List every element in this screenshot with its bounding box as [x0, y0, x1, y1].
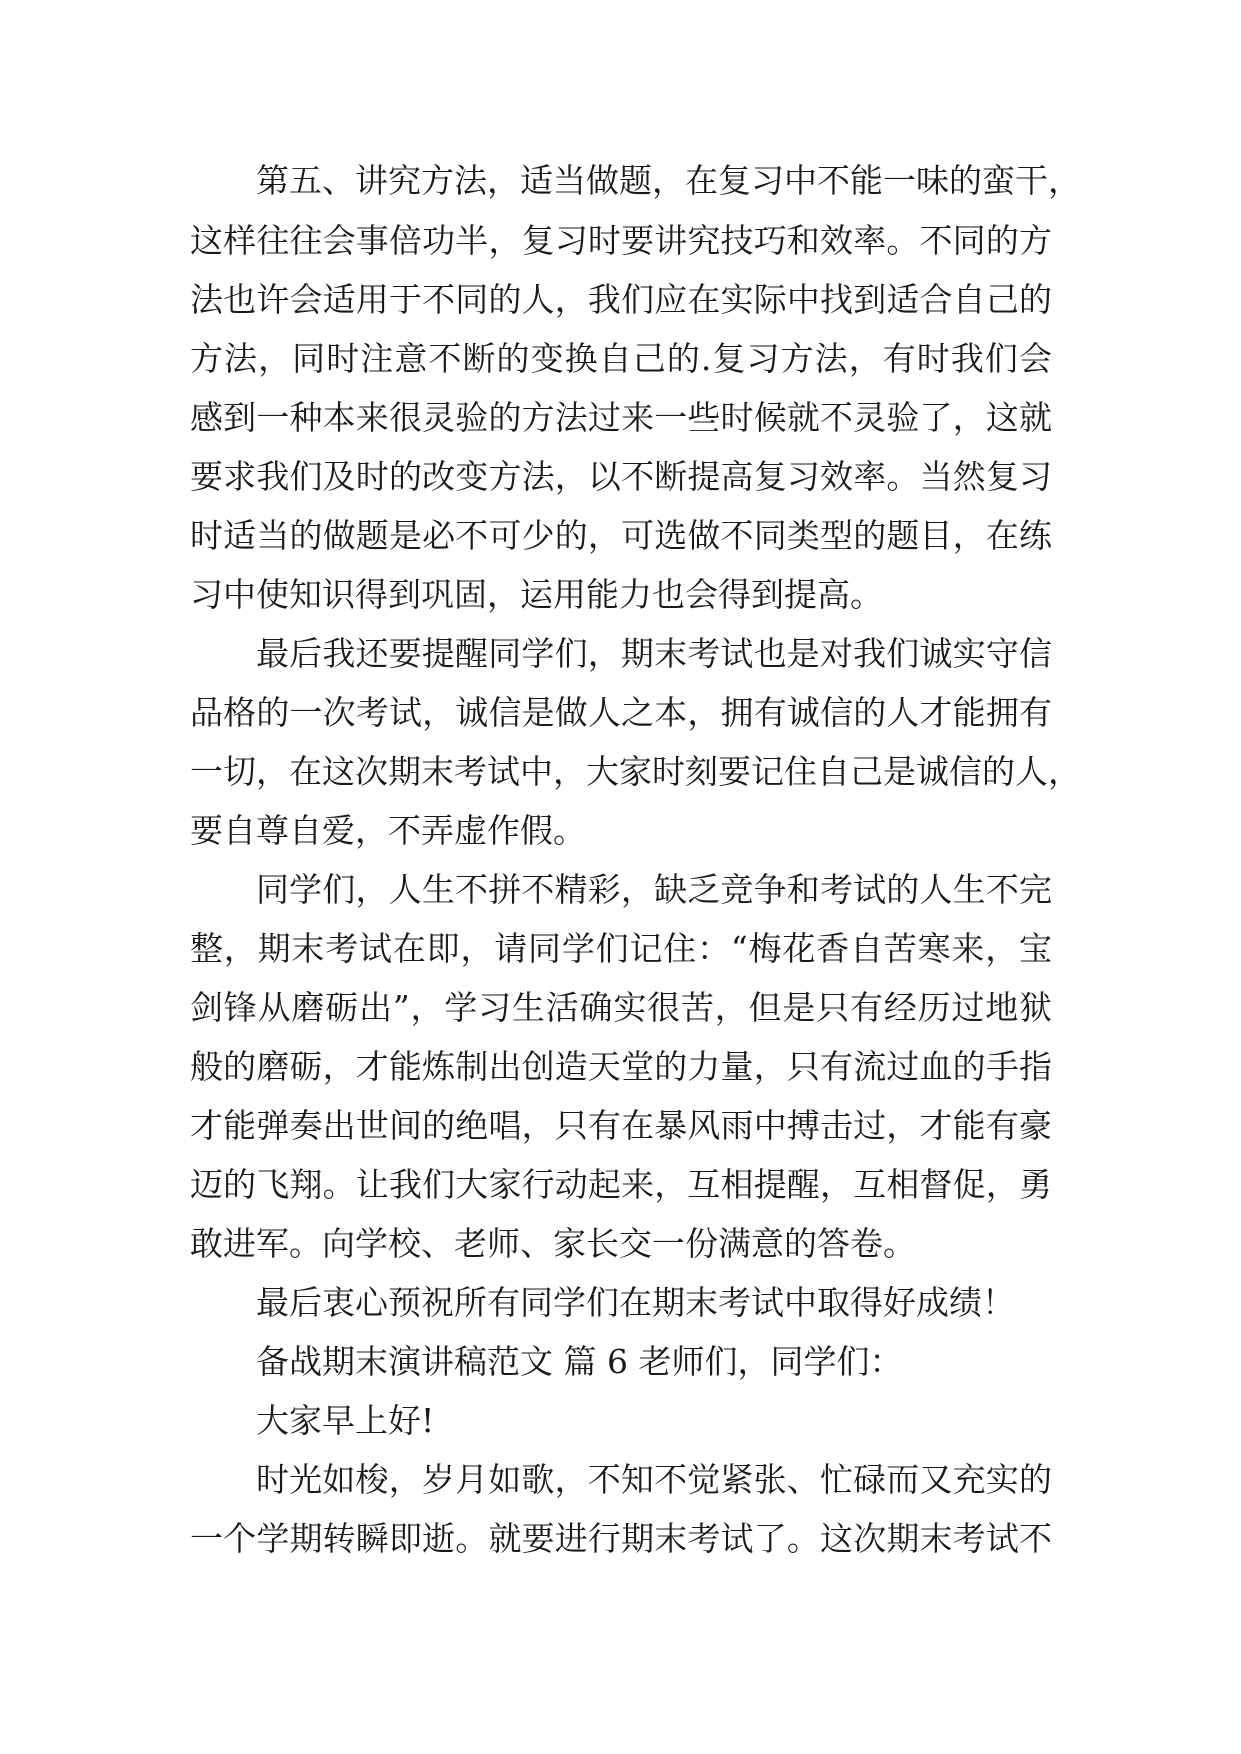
text-line: 要求我们及时的改变方法，以不断提高复习效率。当然复习	[190, 457, 1052, 496]
text-line: 第五、讲究方法，适当做题，在复习中不能一味的蛮干，	[256, 161, 1081, 200]
text-line: 习中使知识得到巩固，运用能力也会得到提高。	[190, 575, 883, 614]
text-line: 感到一种本来很灵验的方法过来一些时候就不灵验了，这就	[190, 398, 1052, 437]
text-line: 一个学期转瞬即逝。就要进行期末考试了。这次期末考试不	[190, 1519, 1052, 1558]
text-line: 时适当的做题是必不可少的，可选做不同类型的题目，在练	[190, 516, 1052, 555]
text-line: 品格的一次考试，诚信是做人之本，拥有诚信的人才能拥有	[190, 693, 1052, 732]
text-line: 方法，同时注意不断的变换自己的.复习方法，有时我们会	[190, 339, 1052, 378]
text-line: 一切，在这次期末考试中，大家时刻要记住自己是诚信的人，	[190, 752, 1081, 791]
text-line: 同学们，人生不拼不精彩，缺乏竞争和考试的人生不完	[256, 870, 1052, 909]
text-line: 整，期末考试在即，请同学们记住：“梅花香自苦寒来，宝	[190, 929, 1052, 968]
text-line: 剑锋从磨砺出”，学习生活确实很苦，但是只有经历过地狱	[190, 988, 1052, 1027]
text-line: 才能弹奏出世间的绝唱，只有在暴风雨中搏击过，才能有豪	[190, 1106, 1052, 1145]
text-line: 般的磨砺，才能炼制出创造天堂的力量，只有流过血的手指	[190, 1047, 1052, 1086]
text-line: 最后我还要提醒同学们，期末考试也是对我们诚实守信	[256, 634, 1052, 673]
text-line: 这样往往会事倍功半，复习时要讲究技巧和效率。不同的方	[190, 221, 1052, 260]
text-line: 敢进军。向学校、老师、家长交一份满意的答卷。	[190, 1224, 916, 1263]
section-heading: 备战期末演讲稿范文 篇 6 老师们，同学们：	[256, 1342, 903, 1381]
text-line: 时光如梭，岁月如歌，不知不觉紧张、忙碌而又充实的	[256, 1460, 1052, 1499]
text-line: 迈的飞翔。让我们大家行动起来，互相提醒，互相督促，勇	[190, 1165, 1052, 1204]
text-line: 要自尊自爱，不弄虚作假。	[190, 811, 586, 850]
greeting-line: 大家早上好!	[256, 1401, 435, 1440]
text-line: 最后衷心预祝所有同学们在期末考试中取得好成绩！	[256, 1283, 1015, 1322]
text-line: 法也许会适用于不同的人，我们应在实际中找到适合自己的	[190, 280, 1052, 319]
